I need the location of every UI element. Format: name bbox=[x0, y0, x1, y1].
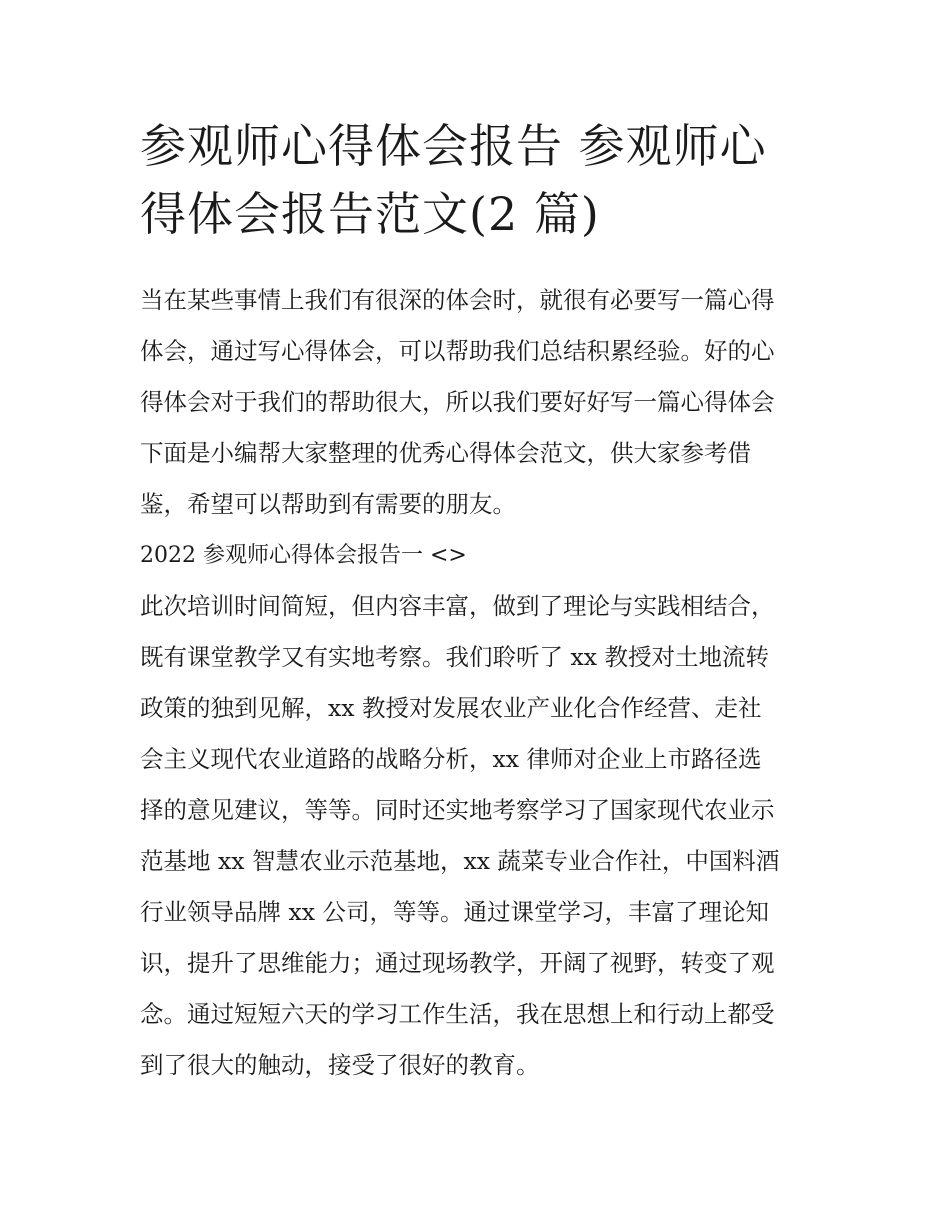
title-line: 得体会报告范文(2 篇) bbox=[140, 187, 600, 241]
section-line: 到了很大的触动，接受了很好的教育。 bbox=[140, 1051, 540, 1079]
section-line: 行业领导品牌 xx 公司，等等。通过课堂学习，丰富了理论知 bbox=[140, 898, 769, 926]
section-line: 范基地 xx 智慧农业示范基地，xx 蔬菜专业合作社，中国料酒 bbox=[140, 847, 780, 875]
section-line: 念。通过短短六天的学习工作生活，我在思想上和行动上都受 bbox=[140, 1000, 775, 1028]
section-heading bbox=[140, 530, 830, 581]
section-heading-text: 2022 参观师心得体会报告一 <> bbox=[140, 543, 467, 568]
intro-paragraph bbox=[140, 275, 830, 530]
intro-line: 鉴，希望可以帮助到有需要的朋友。 bbox=[140, 490, 516, 518]
intro-line: 得体会对于我们的帮助很大，所以我们要好好写一篇心得体会 bbox=[140, 388, 775, 416]
section-line: 择的意见建议，等等。同时还实地考察学习了国家现代农业示 bbox=[140, 796, 775, 824]
intro-line: 体会，通过写心得体会，可以帮助我们总结积累经验。好的心 bbox=[140, 337, 775, 365]
section-line: 会主义现代农业道路的战略分析，xx 律师对企业上市路径选 bbox=[140, 745, 762, 773]
document-title bbox=[140, 112, 830, 248]
section-line: 此次培训时间简短，但内容丰富，做到了理论与实践相结合， bbox=[140, 592, 775, 620]
section-line: 政策的独到见解，xx 教授对发展农业产业化合作经营、走社 bbox=[140, 694, 762, 722]
intro-line: 下面是小编帮大家整理的优秀心得体会范文，供大家参考借 bbox=[140, 439, 751, 467]
section-line: 识，提升了思维能力；通过现场教学，开阔了视野，转变了观 bbox=[140, 949, 775, 977]
title-line: 参观师心得体会报告 参观师心 bbox=[140, 119, 767, 173]
section-paragraph bbox=[140, 581, 830, 1091]
intro-line: 当在某些事情上我们有很深的体会时，就很有必要写一篇心得 bbox=[140, 286, 775, 314]
section-line: 既有课堂教学又有实地考察。我们聆听了 xx 教授对土地流转 bbox=[140, 643, 769, 671]
